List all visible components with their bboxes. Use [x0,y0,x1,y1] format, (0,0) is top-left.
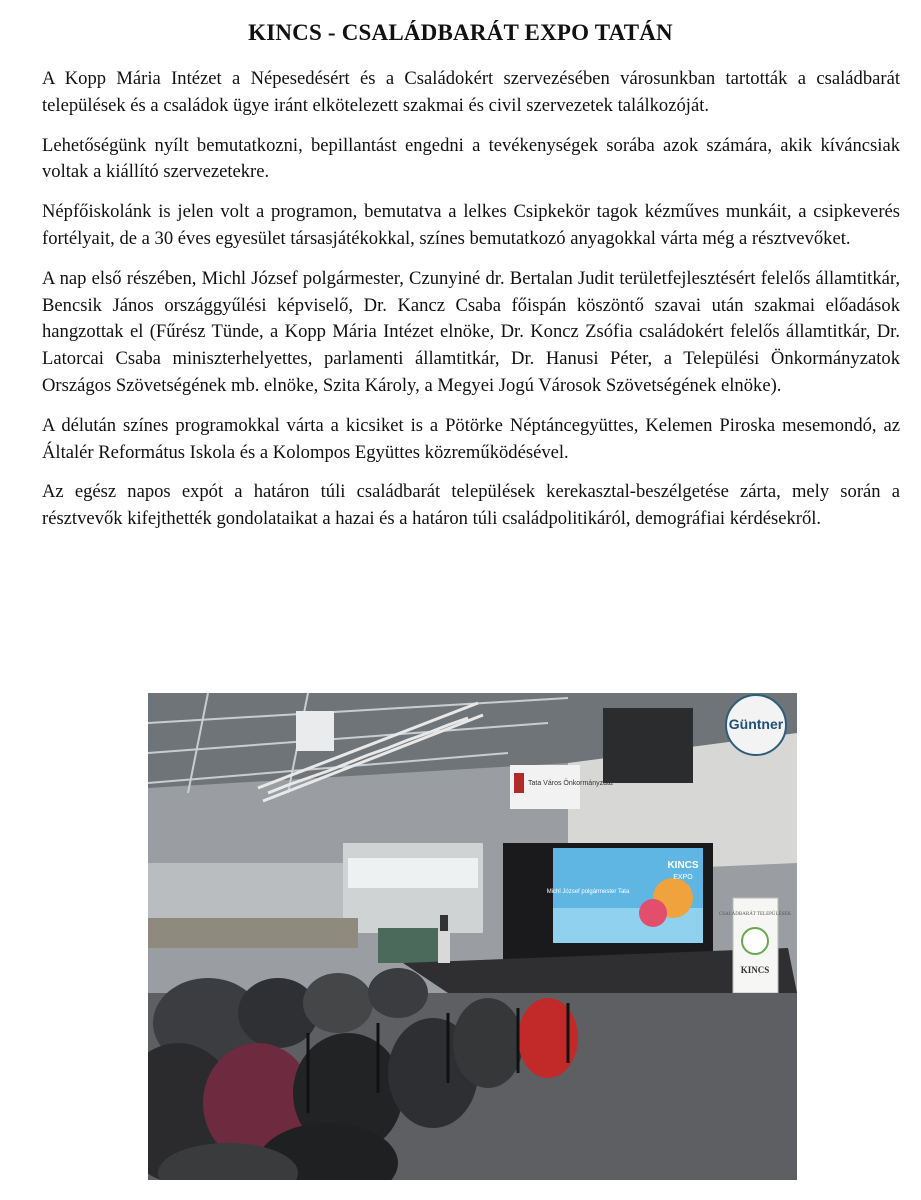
paragraph-6: Az egész napos expót a határon túli családbarát települések kerekasztal-beszélgetése zárta, mely során a résztvevők kifejthették gondolataikat a hazai és a határon túli családpolitikáról, demográfiai kérdésekről. [42,481,900,530]
event-photo [148,693,797,1180]
paragraph-4: A nap első részében, Michl József polgármester, Czunyiné dr. Bertalan Judit területfejlesztésért felelős államtitkár, Bencsik János országgyűlési képviselő, Dr. Kancz Csaba főispán köszöntő szavai után szakmai előadások hangzottak el (Fűrész Tünde, a Kopp Mária Intézet elnöke, Dr. Koncz Zsófia családokért felelős államtitkár, Dr. Latorcai Csaba miniszterhelyettes, parlamenti államtitkár, Dr. Hanusi Péter, a Települési Önkormányzatok Országos Szövetségének mb. elnöke, Szita Károly, a Megyei Jogú Városok Szövetségének elnöke). [42,267,900,396]
speaker-figure [440,915,448,931]
windows [348,858,478,888]
city-sign: Tata Város Önkormányzata [528,780,613,787]
screen-text: Michl József polgármester Tata [546,889,630,895]
guntner-sign: Güntner [728,716,784,732]
article-body [42,66,900,546]
left-wall [148,863,348,923]
city-crest [514,773,524,793]
dark-panel [603,708,693,783]
paragraph-3: Népfőiskolánk is jelen volt a programon, bemutatva a lelkes Csipkekör tagok kézműves munkáit, a csipkeverés fortélyait, de a 30 éves egyesület társasjátékokkal, színes bemutatkozó anyagokkal várta még a résztvevőket. [42,201,900,249]
event-photo-drawing [148,693,797,1180]
speaker-box [296,711,334,751]
paragraph-1: A Kopp Mária Intézet a Népesedésért és a Családokért szervezésében városunkban tartották a családbarát települések és a családok ügye iránt elkötelezett szakmai és civil szervezetek találkozóját. [42,68,900,116]
screen-logo-sub: EXPO [673,874,693,881]
paragraph-5: A délután színes programokkal várta a kicsiket is a Pötörke Néptáncegyüttes, Kelemen Piroska mesemondó, az Általér Református Iskola és a Kolompos Együttes közreműködésével. [42,414,900,463]
paragraph-2: Lehetőségünk nyílt bemutatkozni, bepillantást engedni a tevékenységek sorába azok számára, akik kíváncsiak voltak a kiállító szervezetekre. [42,134,900,183]
booths [148,918,358,948]
booth-panel [378,928,438,963]
lectern [438,931,450,963]
banner-logo-circle [742,928,768,954]
page-title: KINCS - CSALÁDBARÁT EXPO TATÁN [248,20,673,45]
banner-logo: KINCS [740,965,770,975]
screen-graphic-2 [639,899,667,927]
screen-logo: KINCS [667,860,699,871]
banner-text: CSALÁDBARÁT TELEPÜLÉSEK [718,912,792,917]
